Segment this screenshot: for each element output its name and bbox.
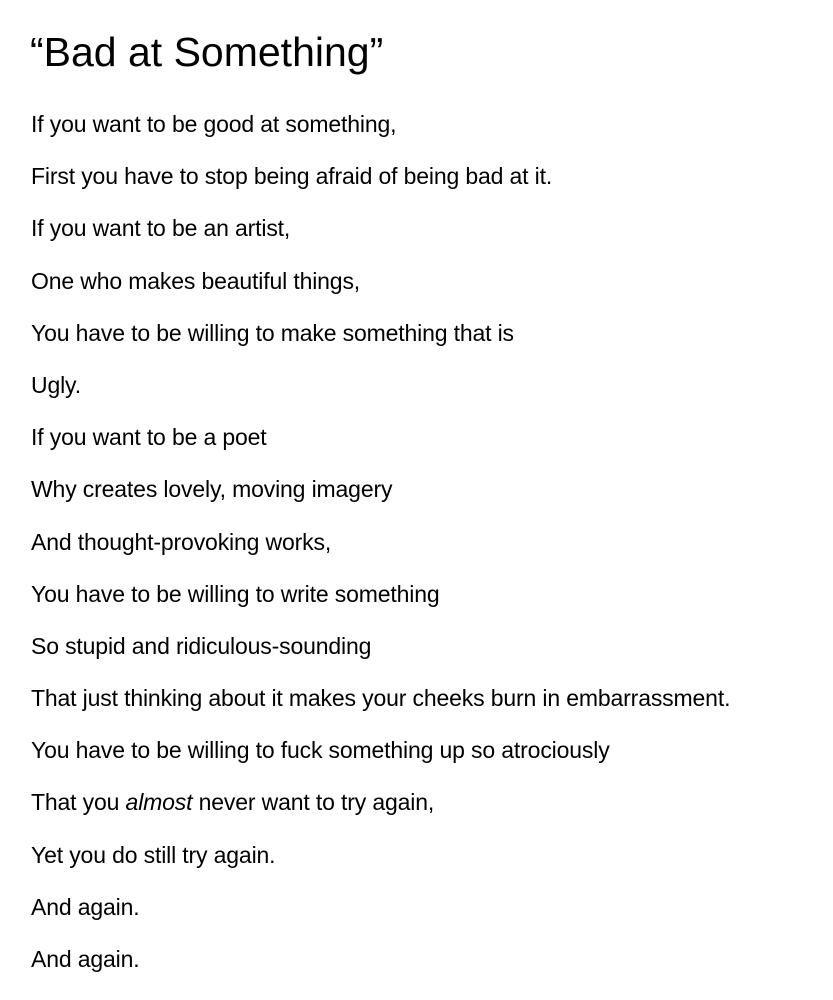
poem-line-text-after: never want to try again, xyxy=(192,789,435,816)
poem-line: Ugly. xyxy=(31,371,81,398)
poem-body xyxy=(31,98,730,985)
poem-line: First you have to stop being afraid of being bad at it. xyxy=(31,163,553,190)
poem-line: You have to be willing to fuck something up so atrociously xyxy=(31,737,610,764)
poem-line: If you want to be an artist, xyxy=(31,215,291,242)
poem-line: Why creates lovely, moving imagery xyxy=(31,476,393,503)
poem-line: One who makes beautiful things, xyxy=(31,267,361,294)
poem-line: And again. xyxy=(31,893,140,920)
poem-line: You have to be willing to write something xyxy=(31,580,440,607)
poem-line: And again. xyxy=(31,946,140,972)
poem-title: “Bad at Something” xyxy=(30,29,384,75)
poem-line: So stupid and ridiculous-sounding xyxy=(31,632,372,659)
poem-line: You have to be willing to make something that is xyxy=(31,319,514,346)
poem-line: If you want to be good at something, xyxy=(31,111,397,137)
emphasized-word: almost xyxy=(125,789,193,816)
poem-line-with-emphasis xyxy=(31,776,730,828)
poem-line-text-before: That you xyxy=(31,789,126,816)
poem-line: And thought-provoking works, xyxy=(31,528,332,555)
poem-line: Yet you do still try again. xyxy=(31,841,276,868)
poem-line: If you want to be a poet xyxy=(31,424,267,451)
poem-line: That just thinking about it makes your cheeks burn in embarrassment. xyxy=(31,685,731,712)
